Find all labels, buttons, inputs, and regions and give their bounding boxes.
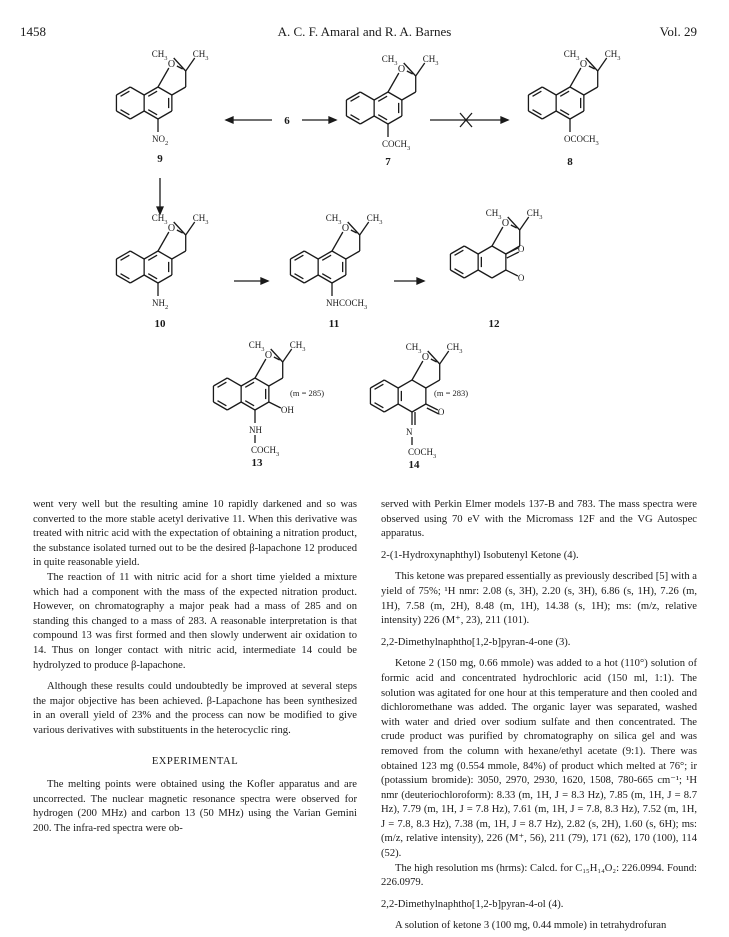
paragraph: The melting points were obtained using the Kofler apparatus and are uncorrected. The nuclear magnetic resonance spectra were observed for hydrogen (200 MHz) and carbon 13 (50 MHz) using the Varian Gemini 200. The infra-red spectra were ob- bbox=[33, 779, 357, 834]
compound-number-12: 12 bbox=[488, 318, 500, 330]
keto-oxygen: O bbox=[517, 244, 525, 254]
oxygen-atom: O bbox=[167, 223, 176, 234]
paragraph: This ketone was prepared essentially as previously described [5] with a yield of 75%; ¹H nmr: 2.08 (s, 3H), 2.20 (s, 3H), 6.86 (s, 1H), 7.26 (m, 1H), 7.58 (m, 2H), 8.48 (m, 1H), 14.38 (s, 1H); ms: (m/z, relative intensity) 226 (M⁺, 23), 211 (101). bbox=[381, 571, 697, 627]
nitro-group: $NO_2$ bbox=[152, 134, 169, 147]
nh-group: NH bbox=[249, 425, 262, 435]
compound-number-10: 10 bbox=[154, 318, 166, 330]
keto-oxygen: O bbox=[517, 273, 525, 283]
compound-8-structure bbox=[528, 58, 606, 132]
oxygen-atom: O bbox=[264, 350, 273, 361]
oxygen-atom: O bbox=[341, 223, 350, 234]
methyl-label: $CH_3$ bbox=[248, 340, 265, 353]
methyl-label: $CH_3$ bbox=[325, 213, 342, 226]
section-heading-experimental: EXPERIMENTAL bbox=[151, 755, 239, 767]
methyl-label: $CH_3$ bbox=[289, 340, 306, 353]
methyl-label: $CH_3$ bbox=[151, 49, 168, 62]
methyl-label: $CH_3$ bbox=[405, 342, 422, 355]
compound-number-14: 14 bbox=[408, 459, 420, 471]
keto-oxygen: O bbox=[437, 407, 445, 417]
oxygen-atom: O bbox=[397, 64, 406, 75]
paragraph: Although these results could undoubtedly be improved at several steps the major objective has been achieved. β-Lapachone has been synthesized in an overall yield of 23% and the process can now be modified to give various derivatives with substituents in the heterocyclic ring. bbox=[33, 681, 357, 736]
methyl-label: $CH_3$ bbox=[485, 208, 502, 221]
molecule-structures bbox=[116, 58, 606, 445]
methyl-label: $CH_3$ bbox=[526, 208, 543, 221]
paragraph: served with Perkin Elmer models 137-B and 783. The mass spectra were observed using 70 eV with the Micromass 12F and the VG Autospec apparatus. bbox=[381, 499, 697, 540]
methyl-label: $CH_3$ bbox=[192, 49, 209, 62]
arrow-10-to-11 bbox=[234, 278, 268, 284]
compound-7-structure bbox=[346, 63, 424, 137]
paragraph: The reaction of 11 with nitric acid for a short time yielded a mixture which had a component with the mass of the expected nitration product. However, on chromatography a major peak had a mass of 285 and on standing this changed to a mass of 283. A reasonable interpretation is that compound 13 was first formed and then slowly underwent air oxidation to 14. Thus on longer contact with nitric acid, intermediate 14 could be hydrolyzed to produce β-lapachone. bbox=[33, 571, 357, 671]
compound-number-7: 7 bbox=[385, 156, 391, 168]
methyl-label: $CH_3$ bbox=[446, 342, 463, 355]
acetyl-group: $COCH_3$ bbox=[382, 139, 411, 152]
arrow-7-to-8-blocked bbox=[430, 117, 508, 123]
paragraph: A solution of ketone 3 (100 mg, 0.44 mmole) in tetrahydrofuran bbox=[395, 920, 667, 932]
volume-label: Vol. 29 bbox=[659, 24, 697, 39]
paragraph: Ketone 2 (150 mg, 0.66 mmole) was added to a hot (110°) solution of formic acid and concentrated hydrochloric acid (150 ml, 1:1). The solution was agitated for one hour at this temperature and then cooled and dichloromethane was added. The organic layer was separated, washed with water and dried over sodium sulfate and then concentrated. The crude product was purified by chromatography on silica gel and was removed from the column with hexane/ethyl acetate (9:1). There was obtained 123 mg (0.554 mmole, 84%) of product which melted at 76°; ir (potassium bromide): 3050, 2970, 2930, 1620, 1508, 780-665 cm⁻¹; ¹H nmr (deuteriochloroform): 8.33 (m, 1H, J = 8.3 Hz), 7.85 (m, 1H, J = 8.7 Hz), 7.79 (m, 1H, J = 7.8 Hz), 7.61 (m, 1H, J = 7.8, 8.3 Hz), 7.52 (m, 1H, J = 7.8, 8.3 Hz), 7.38 (m, 1H, J = 8.7 Hz), 2.82 (s, 2H), 1.60 (s, 6H); ms: (m/z, relative intensity), 226 (M⁺, 56), 211 (79), 171 (62), 170 (100), 114 (52). bbox=[381, 658, 697, 860]
acetoxy-group: $OCOCH_3$ bbox=[564, 134, 599, 147]
acetamide-group: $NHCOCH_3$ bbox=[326, 298, 368, 311]
reaction-arrows bbox=[157, 113, 508, 284]
arrow-to-7 bbox=[302, 117, 336, 123]
page-number: 1458 bbox=[20, 24, 46, 39]
right-column bbox=[381, 498, 697, 934]
methyl-label: $CH_3$ bbox=[381, 54, 398, 67]
left-column bbox=[33, 498, 357, 836]
methyl-label: $CH_3$ bbox=[563, 49, 580, 62]
paragraph: The high resolution ms (hrms): Calcd. for C₁₅H₁₄O₂: 226.0994. Found: 226.0979. bbox=[381, 862, 697, 889]
arrow-11-to-12 bbox=[394, 278, 424, 284]
compound-10-structure bbox=[116, 222, 194, 296]
imine-nitrogen: N bbox=[406, 427, 413, 437]
compound-number-11: 11 bbox=[328, 318, 340, 330]
compound-9-structure bbox=[116, 58, 194, 132]
compound-number-13: 13 bbox=[251, 457, 263, 469]
acetyl-label: $COCH_3$ bbox=[408, 447, 437, 460]
compound-heading: 2,2-Dimethylnaphtho[1,2-b]pyran-4-ol (4). bbox=[381, 898, 564, 910]
mass-annotation-13: (m = 285) bbox=[290, 388, 325, 398]
methyl-label: $CH_3$ bbox=[366, 213, 383, 226]
methyl-label: $CH_3$ bbox=[151, 213, 168, 226]
oxygen-atom: O bbox=[579, 59, 588, 70]
arrow-9-to-10 bbox=[157, 178, 163, 214]
paragraph: went very well but the resulting amine 10 rapidly darkened and so was converted to the more stable acetyl derivative 11. When this derivative was treated with nitric acid with the expectation of obtaining a nitration product, the substance isolated turned out to be the desired β-lapachone 12 produced in quite reasonable yield. bbox=[33, 499, 357, 569]
methyl-label: $CH_3$ bbox=[422, 54, 439, 67]
compound-11-structure bbox=[290, 222, 368, 296]
arrow-7-to-9 bbox=[226, 117, 272, 123]
compound-heading: 2,2-Dimethylnaphtho[1,2-b]pyran-4-one (3). bbox=[381, 636, 571, 648]
acetyl-label: $COCH_3$ bbox=[251, 445, 280, 458]
methyl-label: $CH_3$ bbox=[604, 49, 621, 62]
oxygen-atom: O bbox=[421, 352, 430, 363]
compound-number-9: 9 bbox=[157, 153, 163, 165]
hydroxyl-group: OH bbox=[280, 405, 294, 415]
reaction-scheme bbox=[0, 40, 729, 480]
reagent-6-label: 6 bbox=[284, 115, 290, 127]
oxygen-atom: O bbox=[167, 59, 176, 70]
compound-number-8: 8 bbox=[567, 156, 573, 168]
running-header-authors: A. C. F. Amaral and R. A. Barnes bbox=[277, 24, 452, 39]
methyl-label: $CH_3$ bbox=[192, 213, 209, 226]
oxygen-atom: O bbox=[501, 218, 510, 229]
mass-annotation-14: (m = 283) bbox=[434, 388, 469, 398]
compound-heading: 2-(1-Hydroxynaphthyl) Isobutenyl Ketone (4). bbox=[381, 549, 579, 561]
amine-group: $NH_2$ bbox=[152, 298, 169, 311]
